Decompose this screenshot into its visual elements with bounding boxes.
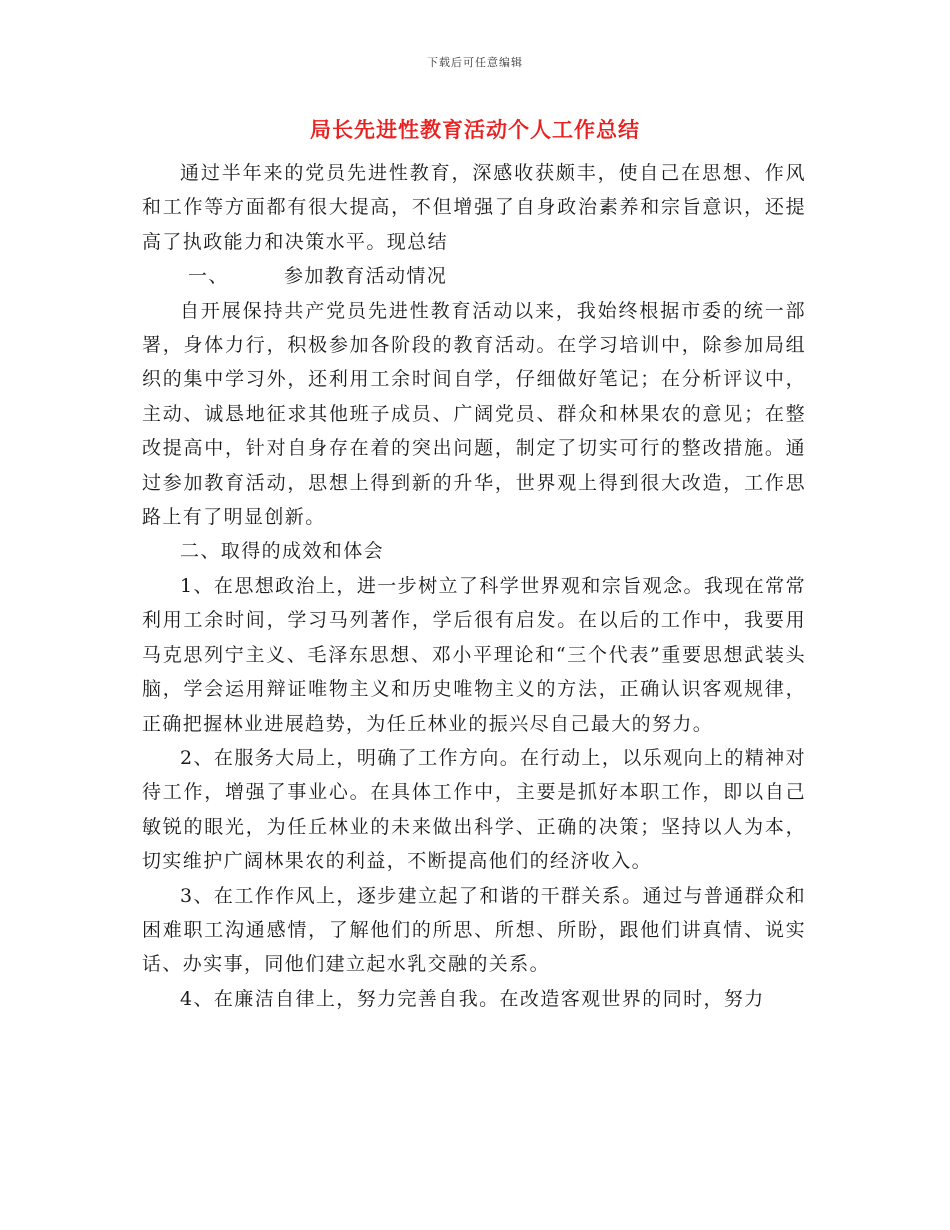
section-1-number: 一、 bbox=[188, 265, 229, 288]
section-heading-1 bbox=[142, 259, 806, 293]
item-1-paragraph: 1、在思想政治上，进一步树立了科学世界观和宗旨观念。我现在常常利用工余时间，学习马列著作，学后很有启发。在以后的工作中，我要用马克思列宁主义、毛泽东思想、邓小平理论和“三个代表”重要思想武装头脑，学会运用辩证唯物主义和历史唯物主义的方法，正确认识客观规律，正确把握林业进展趋势，为任丘林业的振兴尽自己最大的努力。 bbox=[142, 574, 806, 735]
document-body bbox=[142, 156, 806, 1016]
paragraph-participation: 自开展保持共产党员先进性教育活动以来，我始终根据市委的统一部署，身体力行，积极参加各阶段的教育活动。在学习培训中，除参加局组织的集中学习外，还利用工余时间自学，仔细做好笔记；在分析评议中，主动、诚恳地征求其他班子成员、广阔党员、群众和林果农的意见；在整改提高中，针对自身存在着的突出问题，制定了切实可行的整改措施。通过参加教育活动，思想上得到新的升华，世界观上得到很大改造，工作思路上有了明显创新。 bbox=[142, 299, 806, 529]
section-heading-2: 二、取得的成效和体会 bbox=[180, 540, 385, 563]
item-4-paragraph: 4、在廉洁自律上，努力完善自我。在改造客观世界的同时，努力 bbox=[180, 987, 765, 1010]
section-1-title: 参加教育活动情况 bbox=[284, 265, 448, 288]
document-title: 局长先进性教育活动个人工作总结 bbox=[310, 117, 640, 142]
header-note: 下载后可任意编辑 bbox=[427, 56, 523, 69]
item-2-paragraph: 2、在服务大局上，明确了工作方向。在行动上，以乐观向上的精神对待工作，增强了事业心。在具体工作中，主要是抓好本职工作，即以自己敏锐的眼光，为任丘林业的未来做出科学、正确的决策；坚持以人为本，切实维护广阔林果农的利益，不断提高他们的经济收入。 bbox=[142, 746, 806, 873]
intro-paragraph: 通过半年来的党员先进性教育，深感收获颇丰，使自己在思想、作风和工作等方面都有很大提高，不但增强了自身政治素养和宗旨意识，还提高了执政能力和决策水平。现总结 bbox=[142, 162, 806, 253]
item-3-paragraph: 3、在工作作风上，逐步建立起了和谐的干群关系。通过与普通群众和困难职工沟通感情，了解他们的所思、所想、所盼，跟他们讲真情、说实话、办实事，同他们建立起水乳交融的关系。 bbox=[142, 884, 806, 976]
